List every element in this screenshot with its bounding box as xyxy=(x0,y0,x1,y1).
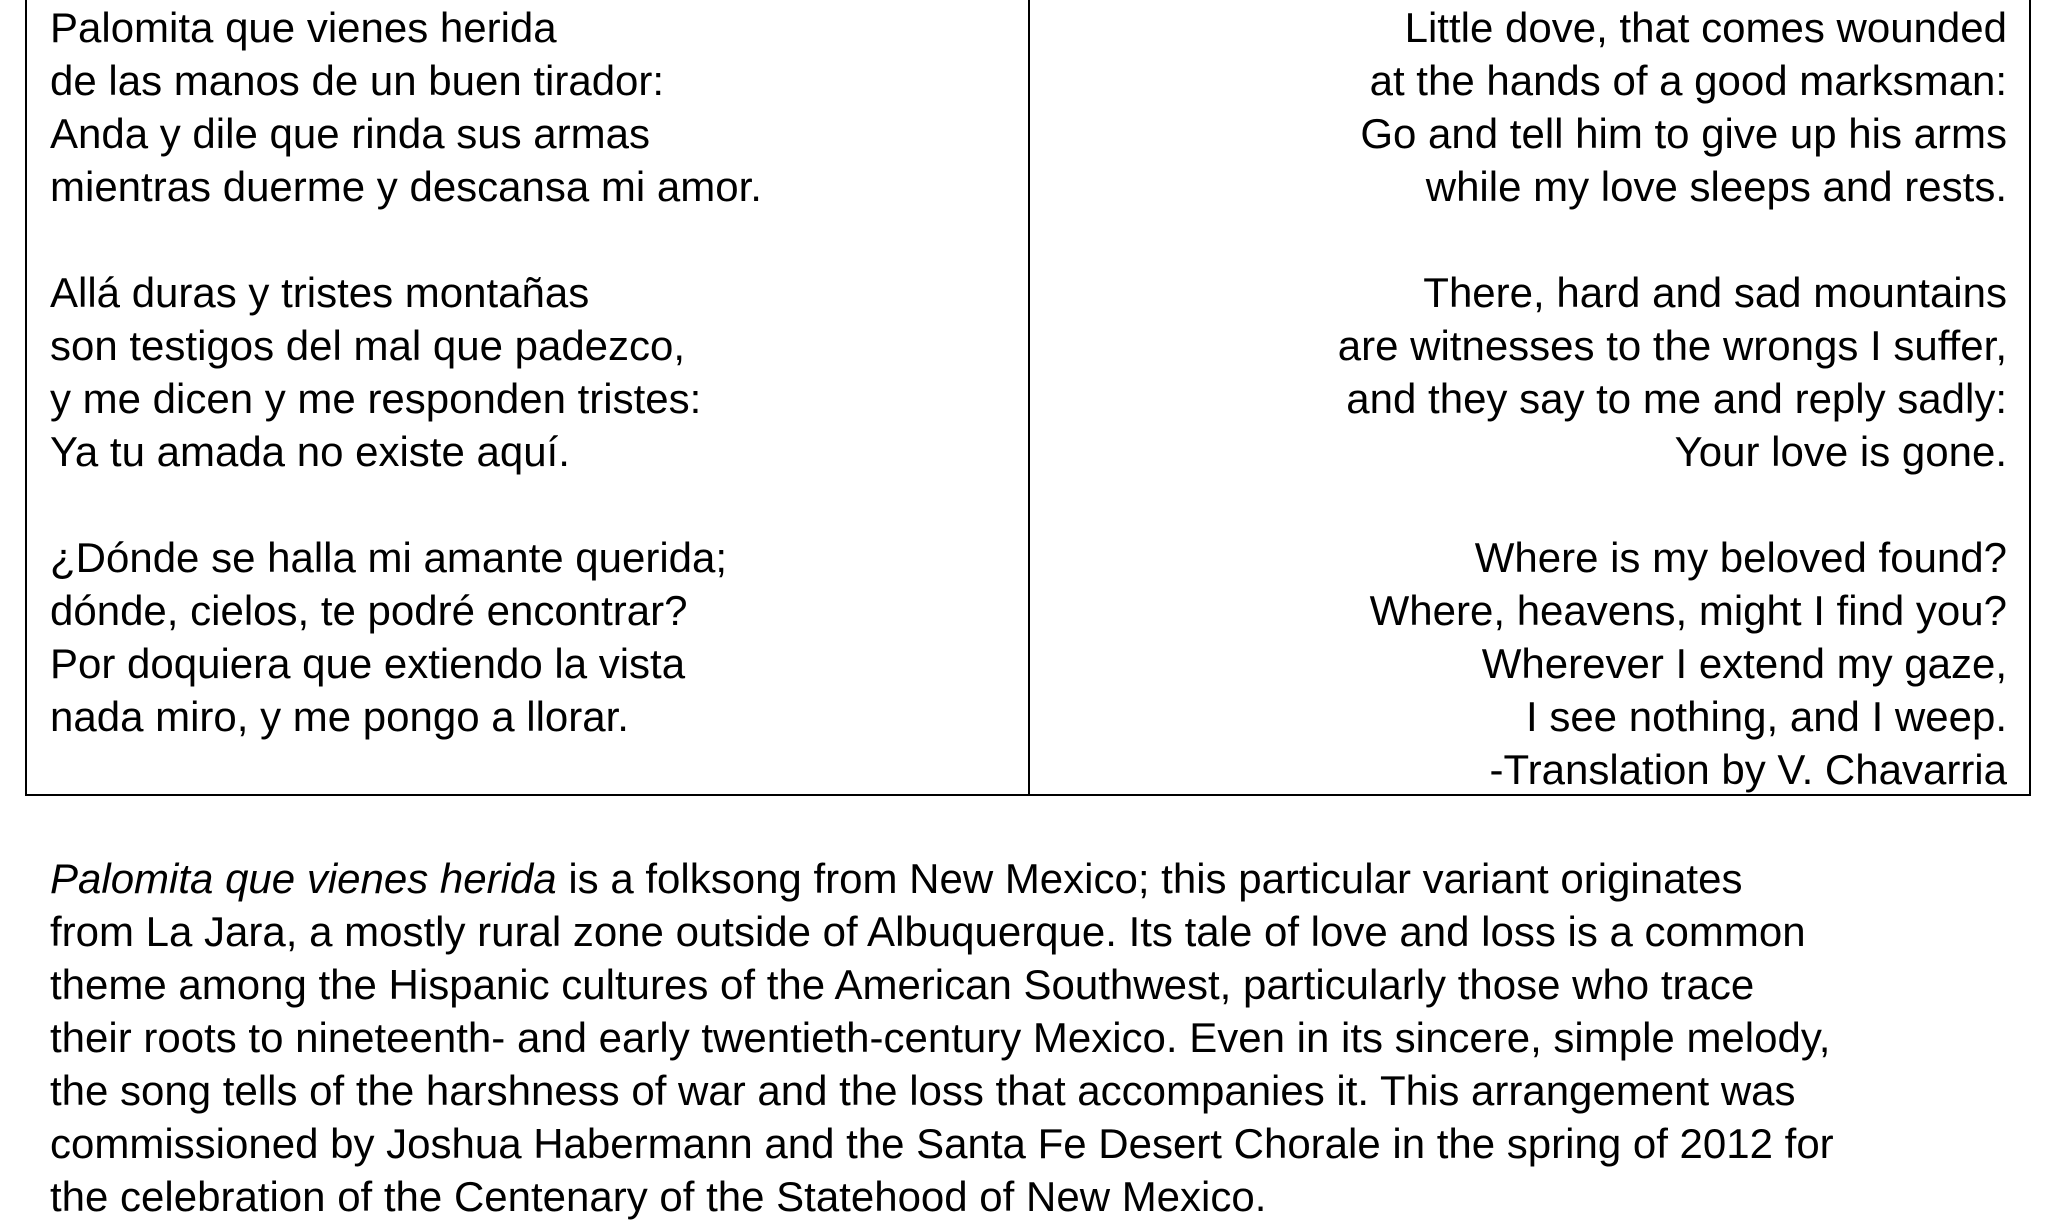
translation-line: and they say to me and reply sadly: xyxy=(1346,375,2007,422)
translation-line: while my love sleeps and rests. xyxy=(1425,163,2007,210)
lyric-line: Palomita que vienes herida xyxy=(50,4,557,51)
lyric-line: Ya tu amada no existe aquí. xyxy=(50,428,570,475)
lyric-line: dónde, cielos, te podré encontrar? xyxy=(50,587,688,634)
note-line: the song tells of the harshness of war and the loss that accompanies it. This arrangement was xyxy=(50,1067,1796,1114)
english-stanza-2 xyxy=(1030,266,2007,478)
lyric-line: nada miro, y me pongo a llorar. xyxy=(50,693,629,740)
translation-credit: -Translation by V. Chavarria xyxy=(1489,746,2007,793)
note-line: theme among the Hispanic cultures of the American Southwest, particularly those who trace xyxy=(50,961,1755,1008)
lyric-line: y me dicen y me responden tristes: xyxy=(50,375,702,422)
spanish-stanza-2 xyxy=(50,266,1028,478)
translation-line: Wherever I extend my gaze, xyxy=(1481,640,2007,687)
english-stanza-1 xyxy=(1030,1,2007,213)
translation-line: Your love is gone. xyxy=(1674,428,2007,475)
translation-line: Where, heavens, might I find you? xyxy=(1369,587,2007,634)
spanish-stanza-3 xyxy=(50,531,1028,743)
lyric-line: de las manos de un buen tirador: xyxy=(50,57,665,104)
translation-line: There, hard and sad mountains xyxy=(1423,269,2007,316)
program-note xyxy=(50,852,2030,1223)
translation-line: at the hands of a good marksman: xyxy=(1369,57,2007,104)
note-line xyxy=(50,852,2030,905)
lyric-line: Por doquiera que extiendo la vista xyxy=(50,640,686,687)
note-line-text: is a folksong from New Mexico; this particular variant originates xyxy=(556,855,1743,902)
translation-line: are witnesses to the wrongs I suffer, xyxy=(1337,322,2007,369)
spanish-stanza-1 xyxy=(50,1,1028,213)
translation-line: Little dove, that comes wounded xyxy=(1404,4,2007,51)
note-line: commissioned by Joshua Habermann and the Santa Fe Desert Chorale in the spring of 2012 for xyxy=(50,1120,1834,1167)
translation-line: I see nothing, and I weep. xyxy=(1525,693,2007,740)
translation-line: Where is my beloved found? xyxy=(1474,534,2007,581)
lyrics-table xyxy=(25,0,2031,796)
spanish-lyrics-column xyxy=(27,0,1030,794)
lyric-line: son testigos del mal que padezco, xyxy=(50,322,686,369)
note-line: from La Jara, a mostly rural zone outside of Albuquerque. Its tale of love and loss is a common xyxy=(50,908,1806,955)
lyric-line: ¿Dónde se halla mi amante querida; xyxy=(50,534,728,581)
translation-line: Go and tell him to give up his arms xyxy=(1360,110,2007,157)
note-line: the celebration of the Centenary of the Statehood of New Mexico. xyxy=(50,1173,1267,1220)
lyric-line: mientras duerme y descansa mi amor. xyxy=(50,163,762,210)
english-stanza-3 xyxy=(1030,531,2007,796)
note-line: their roots to nineteenth- and early twentieth-century Mexico. Even in its sincere, simple melody, xyxy=(50,1014,1831,1061)
lyric-line: Allá duras y tristes montañas xyxy=(50,269,590,316)
english-translation-column xyxy=(1030,0,2029,794)
song-title: Palomita que vienes herida xyxy=(50,855,557,902)
lyric-line: Anda y dile que rinda sus armas xyxy=(50,110,650,157)
